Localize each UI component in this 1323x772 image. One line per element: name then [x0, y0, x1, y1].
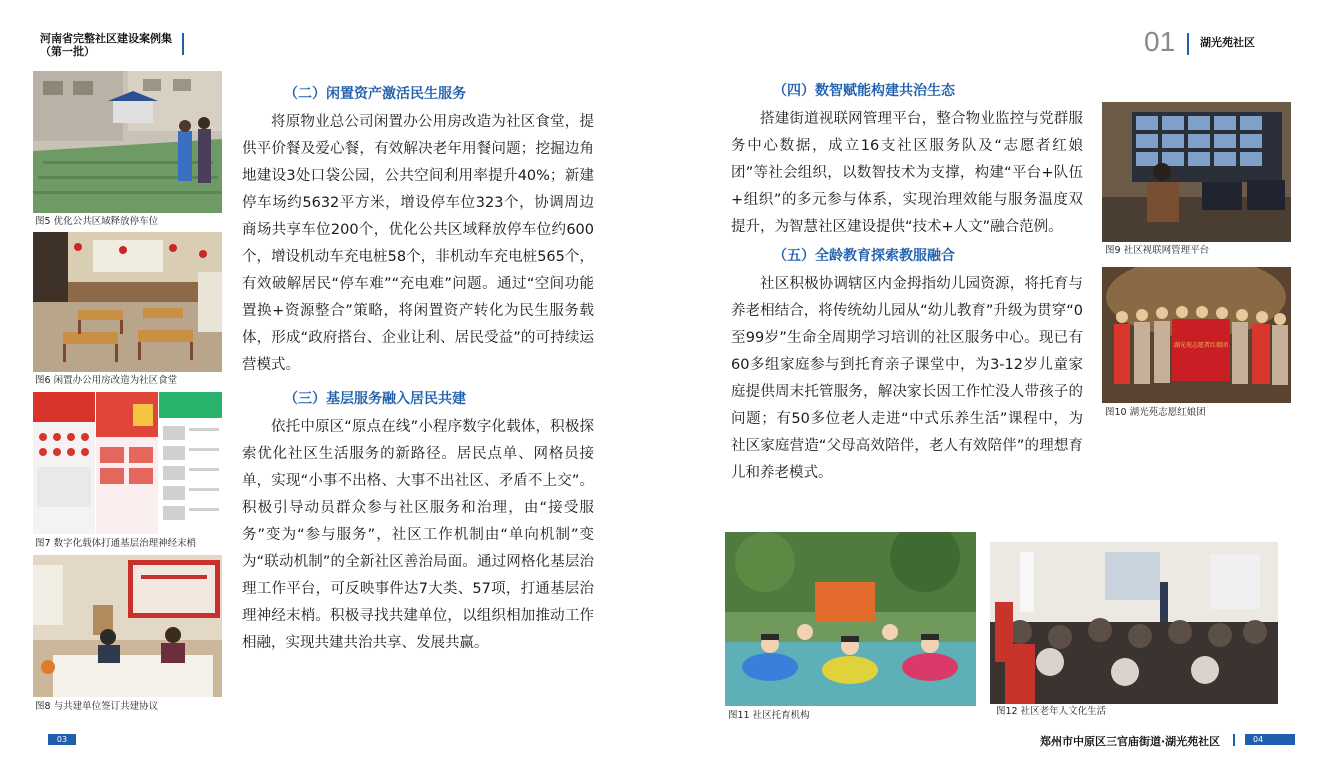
- footer-title: 郑州市中原区三官庙街道·湖光苑社区: [1040, 735, 1221, 748]
- left-header-line2: （第一批）: [40, 45, 95, 58]
- photo-signing: [33, 555, 222, 697]
- photo-mini-program: [33, 392, 222, 534]
- caption-fig5: 图5 优化公共区域释放停车位: [35, 216, 159, 227]
- left-page-number: 03: [48, 734, 76, 745]
- photo-childcare: [725, 532, 976, 706]
- section-heading-3: （三）基层服务融入居民共建: [284, 391, 466, 407]
- caption-fig9: 图9 社区视联网管理平台: [1105, 245, 1210, 256]
- caption-fig12: 图12 社区老年人文化生活: [996, 706, 1107, 717]
- photo-parking-area: [33, 71, 222, 213]
- photo-canteen: [33, 232, 222, 372]
- right-header-title: 湖光苑社区: [1200, 36, 1255, 49]
- right-text-column: [731, 79, 1083, 487]
- section-heading-5: （五）全龄教育探索教服融合: [773, 248, 955, 264]
- caption-fig6: 图6 闲置办公用房改造为社区食堂: [35, 375, 178, 386]
- photo-volunteer-team: [1102, 267, 1291, 403]
- section-paragraph-5: 社区积极协调辖区内金拇指幼儿园资源，将托育与养老相结合，将传统幼儿园从“幼儿教育”升级为贯穿“0至99岁”生命全周期学习培训的社区服务中心。现已有60多组家庭参与到托育亲子课堂中，为3-12岁儿童家庭提供周末托管服务，解决家长因工作忙没人带孩子的问题；有50多位老人走进“中式乐养生活”课程中，为社区家庭营造“父母高效陪伴，老人有效陪伴”的理想育儿和养老模式。: [731, 276, 1083, 481]
- caption-fig11: 图11 社区托育机构: [728, 710, 810, 721]
- chapter-number: 01: [1144, 26, 1176, 57]
- section-paragraph-4: 搭建街道视联网管理平台，整合物业监控与党群服务中心数据，成立16支社区服务队及“志愿者红娘团”等社会组织，以数智技术为支撑，构建“平台+队伍+组织”的多元参与体系，实现治理效能与服务温度双提升，为智慧社区建设提供“技术+人文”融合范例。: [731, 111, 1083, 235]
- header-divider-left: [182, 33, 184, 55]
- section-heading-4: （四）数智赋能构建共治生态: [773, 83, 955, 99]
- left-text-column: [242, 82, 594, 657]
- right-page-number: 04: [1245, 734, 1295, 745]
- caption-fig7: 图7 数字化载体打通基层治理神经末梢: [35, 538, 197, 549]
- left-header-line1: 河南省完整社区建设案例集: [40, 32, 172, 45]
- left-header-title: [40, 32, 172, 58]
- footer-divider: [1233, 734, 1235, 746]
- section-paragraph-2: 将原物业总公司闲置办公用房改造为社区食堂，提供平价餐及爱心餐，有效解决老年用餐问题；挖掘边角地建设3处口袋公园，公共空间利用率提升40%；新建停车场约5632平方米，增设停车位323个，协调周边商场共享车位200个，优化公共区域释放停车位约600个，增设机动车充电桩58个，非机动车充电桩565个，有效破解居民“停车难”“充电难”问题。通过“空间功能置换+资源整合”策略，将闲置资产转化为民生服务载体，形成“政府搭台、企业让利、居民受益”的可持续运营模式。: [242, 114, 594, 373]
- header-divider-right: [1187, 33, 1189, 55]
- section-paragraph-3: 依托中原区“原点在线”小程序数字化载体，积极探索优化社区生活服务的新路径。居民点单、网格员接单，实现“小事不出格、大事不出社区、矛盾不上交”。积极引导动员群众参与社区服务和治理，由“接受服务”变为“参与服务”，社区工作机制由“单向机制”变为“联动机制”的全新社区善治局面。通过网格化基层治理工作平台，可反映事件达7大类、57项，打通基层治理神经末梢。积极寻找共建单位，以组织相加推动工作相融，实现共建共治共享、发展共赢。: [242, 419, 594, 651]
- banner-text: 湖光苑志愿者红娘团: [1173, 342, 1229, 349]
- caption-fig10: 图10 湖光苑志愿红娘团: [1105, 407, 1206, 418]
- photo-monitoring-platform: [1102, 102, 1291, 242]
- caption-fig8: 图8 与共建单位签订共建协议: [35, 701, 159, 712]
- photo-senior-activity: [990, 532, 1278, 704]
- section-heading-2: （二）闲置资产激活民生服务: [284, 86, 466, 102]
